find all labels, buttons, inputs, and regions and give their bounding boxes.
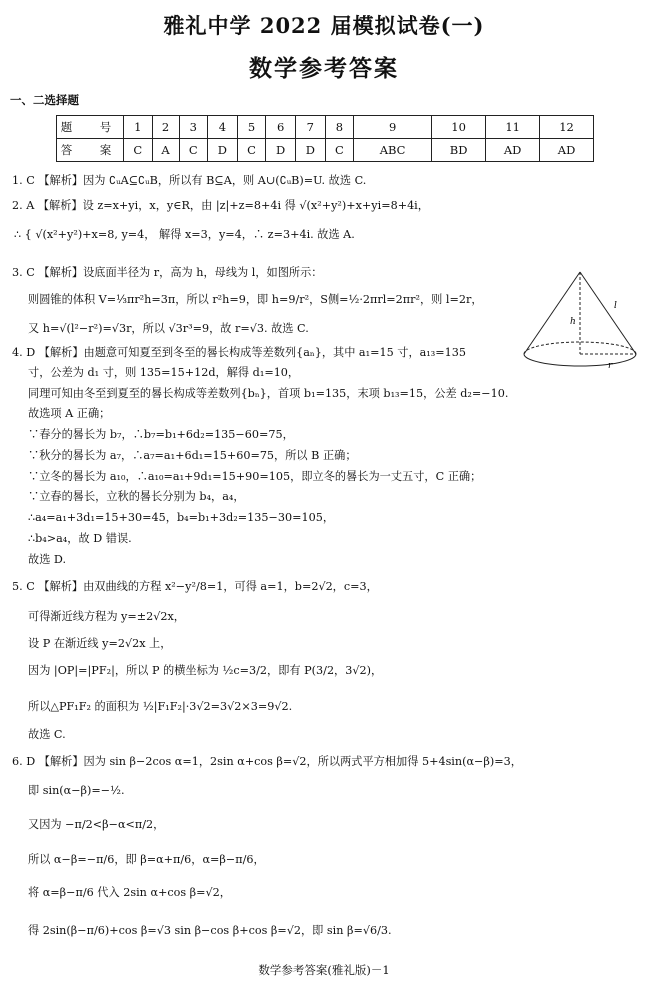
solution-line: 故选项 A 正确； bbox=[28, 407, 111, 420]
label-r: r bbox=[608, 361, 613, 371]
solution-line: 设 P 在渐近线 y=2√2x 上， bbox=[28, 637, 172, 650]
solution-line: ∵秋分的晷长为 a₇，∴a₇=a₁+6d₁=15+60=75，所以 B 正确； bbox=[28, 449, 357, 462]
answer-cell: AD bbox=[540, 139, 594, 162]
answer-cell: AD bbox=[486, 139, 540, 162]
section-heading: 一、二选择题 bbox=[10, 93, 79, 107]
page-footer: 数学参考答案(雅礼版)－1 bbox=[258, 963, 390, 977]
solution-line: 5. C 【解析】由双曲线的方程 x²−y²/8=1，可得 a=1，b=2√2，c=3， bbox=[12, 580, 378, 593]
answer-cell: C bbox=[237, 139, 266, 162]
question-number: 7 bbox=[295, 116, 325, 139]
question-number: 1 bbox=[124, 116, 153, 139]
question-number: 5 bbox=[237, 116, 266, 139]
cone-figure bbox=[518, 268, 642, 378]
answer-cell: C bbox=[124, 139, 153, 162]
answer-cell: BD bbox=[432, 139, 486, 162]
solution-line: ∵春分的晷长为 b₇，∴b₇=b₁+6d₂=135−60=75， bbox=[28, 428, 294, 441]
question-number-row bbox=[57, 116, 594, 139]
solution-line: ∵立春的晷长，立秋的晷长分别为 b₄，a₄， bbox=[28, 490, 245, 503]
solution-line: 则圆锥的体积 V=⅓πr²h=3π，所以 r²h=9，即 h=9/r²，S侧=½·2πrl=2πr²，则 l=2r， bbox=[28, 293, 483, 306]
question-number: 8 bbox=[325, 116, 354, 139]
solution-line: 故选 D. bbox=[28, 553, 67, 566]
solution-line: ∴ { √(x²+y²)+x=8, y=4， 解得 x=3，y=4，∴ z=3+4i. 故选 A. bbox=[14, 228, 355, 241]
solution-line: 又 h=√(l²−r²)=√3r，所以 √3r³=9，故 r=√3. 故选 C. bbox=[28, 322, 309, 335]
solution-line: ∴b₄>a₄，故 D 错误. bbox=[28, 532, 132, 545]
question-number: 12 bbox=[540, 116, 594, 139]
solution-line: 寸，公差为 d₁ 寸，则 135=15+12d，解得 d₁=10， bbox=[28, 366, 300, 379]
label-l: l bbox=[614, 301, 617, 311]
solution-line: 故选 C. bbox=[28, 728, 66, 741]
solution-line: 2. A 【解析】设 z=x+yi，x，y∈R，由 |z|+z=8+4i 得 √(x²+y²)+x+yi=8+4i， bbox=[12, 199, 429, 212]
label-h: h bbox=[570, 317, 576, 327]
answer-cell: ABC bbox=[354, 139, 432, 162]
solution-line: 4. D 【解析】由题意可知夏至到冬至的晷长构成等差数列{aₙ}，其中 a₁=15 寸，a₁₃=135 bbox=[12, 346, 466, 359]
solution-line: 又因为 −π/2<β−α<π/2， bbox=[28, 818, 165, 831]
answer-cell: D bbox=[208, 139, 238, 162]
solution-line: 因为 |OP|=|PF₂|，所以 P 的横坐标为 ½c=3/2，即有 P(3/2，3√2)， bbox=[28, 664, 383, 677]
row-label: 题 号 bbox=[57, 116, 124, 139]
solution-line: ∵立冬的晷长为 a₁₀，∴a₁₀=a₁+9d₁=15+90=105，即立冬的晷长为一丈五寸，C 正确； bbox=[28, 470, 482, 483]
solution-line: 1. C 【解析】因为 ∁ᵤA⊆∁ᵤB，所以有 B⊆A，则 A∪(∁ᵤB)=U. 故选 C. bbox=[12, 174, 367, 187]
question-number: 2 bbox=[152, 116, 179, 139]
answer-row bbox=[57, 139, 594, 162]
answer-cell: D bbox=[266, 139, 296, 162]
answer-cell: A bbox=[152, 139, 179, 162]
answer-cell: C bbox=[179, 139, 208, 162]
question-number: 4 bbox=[208, 116, 238, 139]
question-number: 6 bbox=[266, 116, 296, 139]
solution-line: 3. C 【解析】设底面半径为 r，高为 h，母线为 l，如图所示： bbox=[12, 266, 323, 279]
solution-line: 所以 α−β=−π/6，即 β=α+π/6，α=β−π/6， bbox=[28, 853, 265, 866]
solution-line: 可得渐近线方程为 y=±2√2x， bbox=[28, 610, 185, 623]
solution-line: 同理可知由冬至到夏至的晷长构成等差数列{bₙ}，首项 b₁=135，末项 b₁₃=15，公差 d₂=−10. bbox=[28, 387, 509, 400]
answer-cell: D bbox=[295, 139, 325, 162]
question-number: 3 bbox=[179, 116, 208, 139]
cone-base-front bbox=[524, 354, 636, 366]
solution-line: 即 sin(α−β)=−½. bbox=[28, 784, 125, 797]
question-number: 11 bbox=[486, 116, 540, 139]
solution-line: 将 α=β−π/6 代入 2sin α+cos β=√2， bbox=[28, 886, 231, 899]
answer-cell: C bbox=[325, 139, 354, 162]
answer-table bbox=[56, 115, 594, 162]
solution-line: 6. D 【解析】因为 sin β−2cos α=1，2sin α+cos β=√2，所以两式平方相加得 5+4sin(α−β)=3， bbox=[12, 755, 522, 768]
row-label: 答 案 bbox=[57, 139, 124, 162]
question-number: 10 bbox=[432, 116, 486, 139]
solution-line: ∴a₄=a₁+3d₁=15+30=45，b₄=b₁+3d₂=135−30=105， bbox=[28, 511, 335, 524]
question-number: 9 bbox=[354, 116, 432, 139]
page-title: 雅礼中学 2022 届模拟试卷(一) bbox=[163, 13, 485, 38]
solution-line: 得 2sin(β−π/6)+cos β=√3 sin β−cos β+cos β=√2，即 sin β=√6/3. bbox=[28, 924, 392, 937]
solution-line: 所以△PF₁F₂ 的面积为 ½|F₁F₂|·3√2=3√2×3=9√2. bbox=[28, 700, 293, 713]
page-subtitle: 数学参考答案 bbox=[249, 55, 399, 82]
